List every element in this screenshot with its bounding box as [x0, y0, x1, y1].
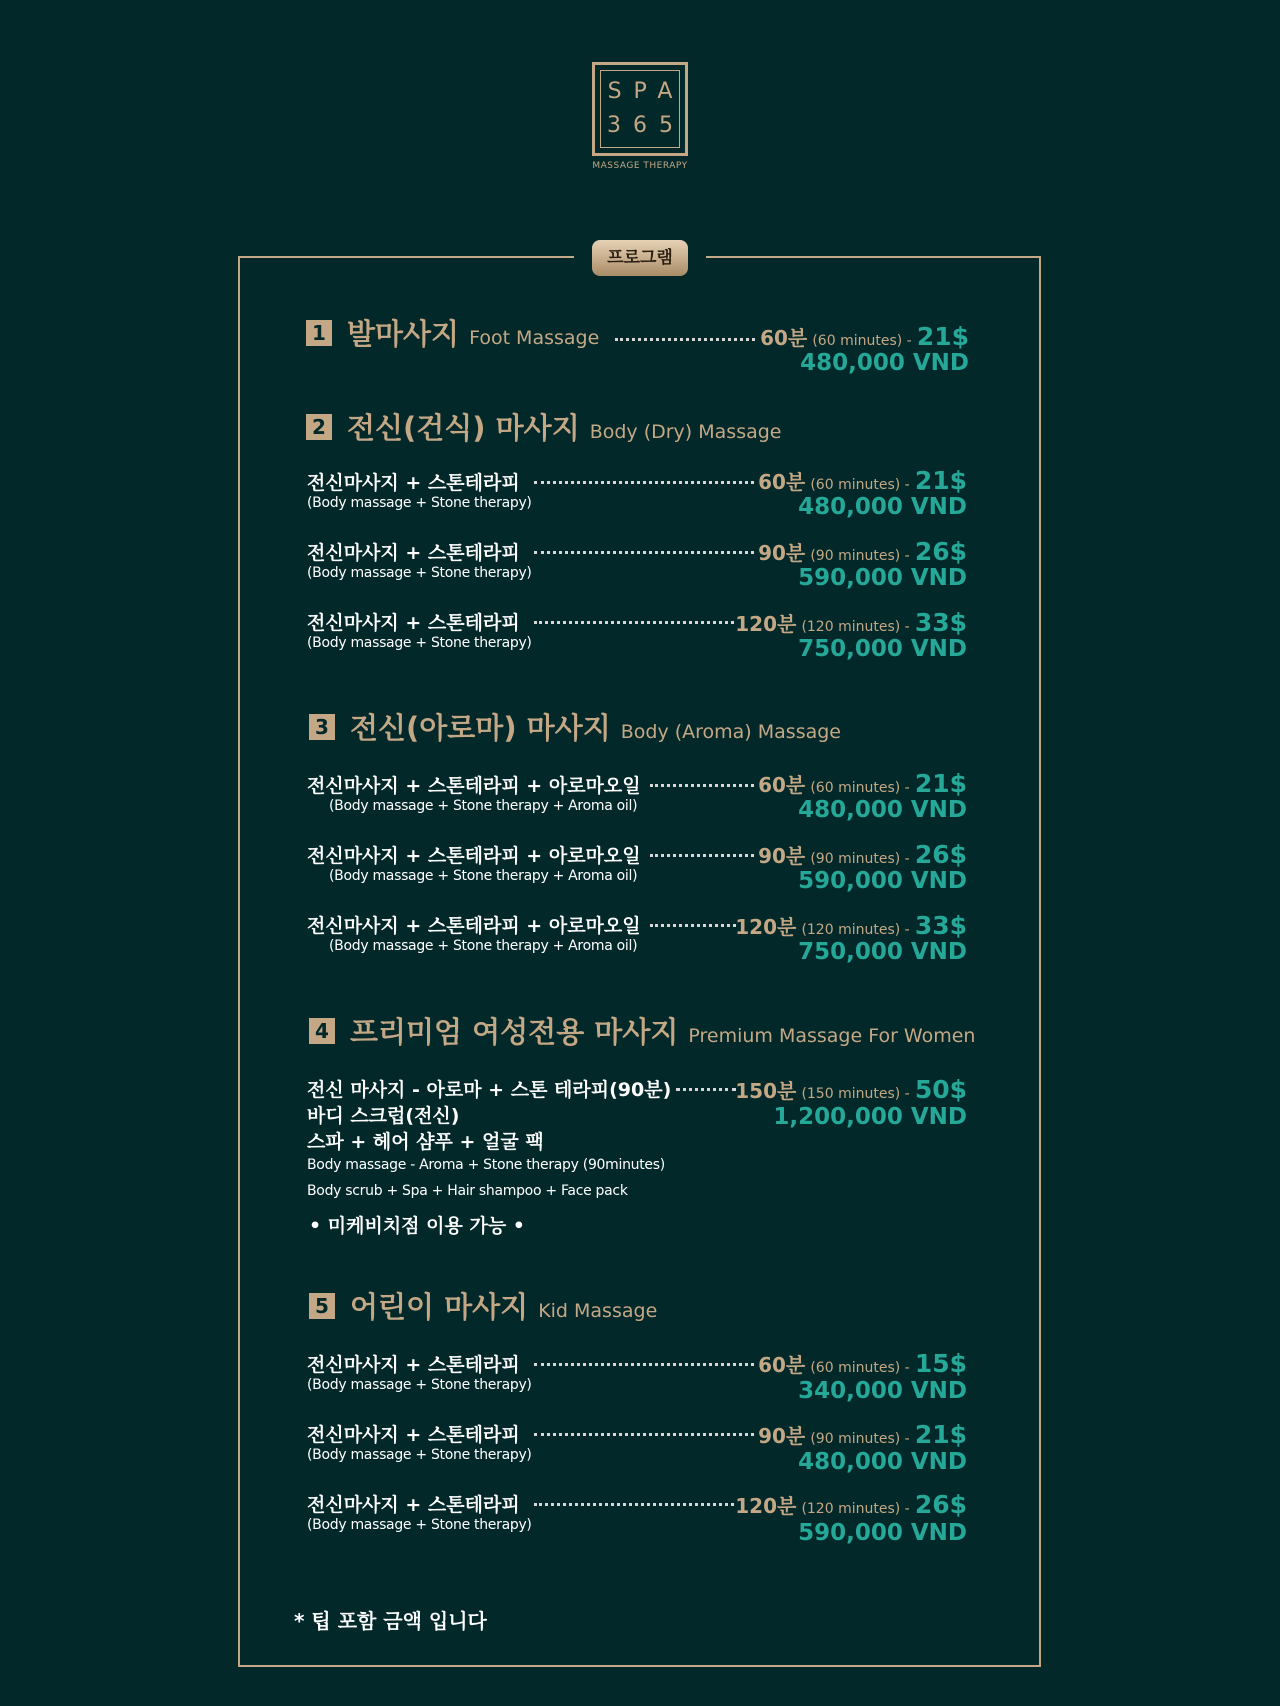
- duration-ko: 90분: [758, 844, 806, 868]
- section-title-en: Foot Massage: [469, 327, 600, 349]
- section-number: 4: [309, 1018, 335, 1044]
- price-usd: 21$: [914, 466, 967, 495]
- dot-leader: [534, 621, 734, 624]
- dot-leader: [676, 1088, 736, 1091]
- section-number: 1: [306, 320, 332, 346]
- price-usd: 33$: [914, 911, 967, 940]
- duration-en: (60 minutes) -: [810, 780, 910, 796]
- duration-ko: 120분: [735, 915, 797, 939]
- section-title-ko: 발마사지: [347, 317, 460, 351]
- duration-ko: 90분: [758, 541, 806, 565]
- price-line: [760, 322, 969, 351]
- duration-en: (150 minutes) -: [801, 1086, 910, 1102]
- dot-leader: [534, 551, 754, 554]
- item-title: 전신마사지 + 스톤테라피: [307, 612, 520, 634]
- item-title: 전신마사지 + 스톤테라피: [307, 1494, 520, 1516]
- section-title-ko: 전신(건식) 마사지: [347, 411, 580, 445]
- price-usd: 26$: [914, 840, 967, 869]
- duration-ko: 90분: [758, 1424, 806, 1448]
- price-usd: 21$: [916, 322, 969, 351]
- price-line: [758, 1349, 967, 1378]
- section-title-en: Body (Aroma) Massage: [620, 721, 841, 743]
- item-subtitle: (Body massage + Stone therapy + Aroma oil): [329, 938, 638, 954]
- price-usd: 33$: [914, 608, 967, 637]
- item-title: 전신마사지 + 스톤테라피: [307, 542, 520, 564]
- duration-en: (120 minutes) -: [801, 922, 910, 938]
- duration-en: (90 minutes) -: [810, 548, 910, 564]
- item-subtitle: (Body massage + Stone therapy): [307, 1517, 532, 1533]
- price-vnd: 480,000 VND: [798, 797, 967, 823]
- section-title: [350, 706, 841, 747]
- duration-ko: 60분: [758, 1353, 806, 1377]
- section-title: [347, 406, 781, 447]
- price-usd: 15$: [914, 1349, 967, 1378]
- program-badge: 프로그램: [592, 240, 688, 276]
- price-vnd: 480,000 VND: [798, 1449, 967, 1475]
- price-vnd: 590,000 VND: [798, 1520, 967, 1546]
- item-title: 전신마사지 + 스톤테라피 + 아로마오일: [307, 775, 641, 797]
- logo-line-1: SPA: [607, 79, 685, 104]
- section-title: [350, 1010, 975, 1051]
- price-usd: 21$: [914, 769, 967, 798]
- duration-ko: 150분: [735, 1079, 797, 1103]
- price-vnd: 750,000 VND: [798, 939, 967, 965]
- section-title-ko: 프리미엄 여성전용 마사지: [350, 1015, 679, 1049]
- price-line: [758, 769, 967, 798]
- price-vnd: 480,000 VND: [798, 494, 967, 520]
- item-subtitle: (Body massage + Stone therapy + Aroma oil): [329, 798, 638, 814]
- duration-ko: 120분: [735, 612, 797, 636]
- price-vnd: 480,000 VND: [800, 350, 969, 376]
- dot-leader: [534, 1503, 734, 1506]
- section-title-en: Premium Massage For Women: [688, 1025, 976, 1047]
- item-title: 바디 스크럽(전신): [307, 1105, 460, 1127]
- section-number: 5: [309, 1293, 335, 1319]
- duration-ko: 120분: [735, 1494, 797, 1518]
- item-subtitle: (Body massage + Stone therapy): [307, 495, 532, 511]
- item-title: 스파 + 헤어 샴푸 + 얼굴 팩: [307, 1131, 544, 1153]
- dot-leader: [534, 1433, 754, 1436]
- item-subtitle: Body massage - Aroma + Stone therapy (90minutes): [307, 1157, 665, 1173]
- item-subtitle: Body scrub + Spa + Hair shampoo + Face pack: [307, 1183, 628, 1199]
- dot-leader: [650, 924, 736, 927]
- item-title: 전신마사지 + 스톤테라피: [307, 472, 520, 494]
- duration-en: (90 minutes) -: [810, 1431, 910, 1447]
- duration-ko: 60분: [760, 326, 808, 350]
- price-vnd: 340,000 VND: [798, 1378, 967, 1404]
- logo-line-2: 365: [607, 113, 685, 138]
- price-usd: 26$: [914, 1490, 967, 1519]
- logo-subtitle: MASSAGE THERAPY: [592, 161, 688, 171]
- price-vnd: 590,000 VND: [798, 565, 967, 591]
- section-title-ko: 전신(아로마) 마사지: [350, 711, 611, 745]
- location-note: • 미케비치점 이용 가능 •: [309, 1215, 525, 1237]
- price-line: [735, 1490, 967, 1519]
- duration-ko: 60분: [758, 470, 806, 494]
- section-number: 3: [309, 714, 335, 740]
- duration-ko: 60분: [758, 773, 806, 797]
- section-title-en: Kid Massage: [538, 1300, 658, 1322]
- section-title: [347, 312, 599, 353]
- dot-leader: [650, 854, 754, 857]
- price-usd: 50$: [914, 1075, 967, 1104]
- price-usd: 26$: [914, 537, 967, 566]
- price-vnd: 750,000 VND: [798, 636, 967, 662]
- price-line: [735, 1075, 967, 1104]
- duration-en: (90 minutes) -: [810, 851, 910, 867]
- price-vnd: 1,200,000 VND: [773, 1104, 967, 1130]
- dot-leader: [534, 1363, 754, 1366]
- dot-leader: [650, 784, 754, 787]
- duration-en: (60 minutes) -: [812, 333, 912, 349]
- price-line: [735, 911, 967, 940]
- item-title: 전신마사지 + 스톤테라피 + 아로마오일: [307, 915, 641, 937]
- item-title: 전신 마사지 - 아로마 + 스톤 테라피(90분): [307, 1079, 672, 1101]
- section-number: 2: [306, 414, 332, 440]
- price-line: [758, 537, 967, 566]
- price-line: [758, 466, 967, 495]
- section-title-en: Body (Dry) Massage: [589, 421, 782, 443]
- section-title-ko: 어린이 마사지: [350, 1290, 529, 1324]
- section-title: [350, 1285, 657, 1326]
- item-subtitle: (Body massage + Stone therapy): [307, 1377, 532, 1393]
- logo: [592, 62, 688, 156]
- price-line: [735, 608, 967, 637]
- item-title: 전신마사지 + 스톤테라피: [307, 1354, 520, 1376]
- dot-leader: [615, 338, 755, 341]
- item-title: 전신마사지 + 스톤테라피 + 아로마오일: [307, 845, 641, 867]
- item-subtitle: (Body massage + Stone therapy + Aroma oil): [329, 868, 638, 884]
- duration-en: (60 minutes) -: [810, 1360, 910, 1376]
- duration-en: (60 minutes) -: [810, 477, 910, 493]
- price-usd: 21$: [914, 1420, 967, 1449]
- price-line: [758, 840, 967, 869]
- duration-en: (120 minutes) -: [801, 619, 910, 635]
- item-subtitle: (Body massage + Stone therapy): [307, 1447, 532, 1463]
- item-subtitle: (Body massage + Stone therapy): [307, 635, 532, 651]
- price-line: [758, 1420, 967, 1449]
- item-subtitle: (Body massage + Stone therapy): [307, 565, 532, 581]
- dot-leader: [534, 481, 754, 484]
- item-title: 전신마사지 + 스톤테라피: [307, 1424, 520, 1446]
- tip-note: * 팁 포함 금액 입니다: [294, 1609, 487, 1633]
- duration-en: (120 minutes) -: [801, 1501, 910, 1517]
- price-vnd: 590,000 VND: [798, 868, 967, 894]
